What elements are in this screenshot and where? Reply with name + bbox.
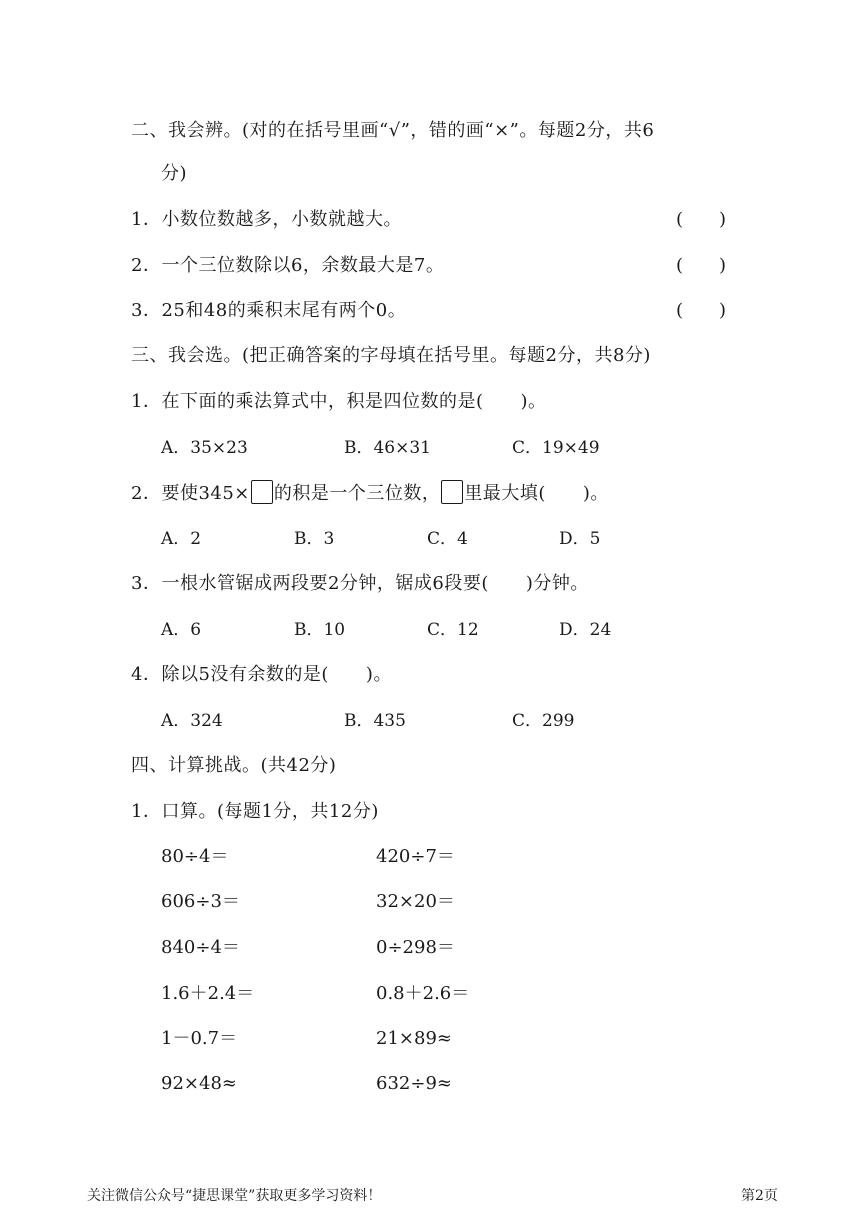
- option-3-4-a: A．324: [161, 711, 223, 731]
- option-3-4-c: C．299: [512, 711, 575, 731]
- question-3-3: 3．一根水管锯成两段要2分钟，锯成6段要( )分钟。: [131, 573, 589, 594]
- question-2-2: 2．一个三位数除以6，余数最大是7。: [131, 255, 445, 276]
- question-3-2: [131, 480, 609, 507]
- footer-promo: 关注微信公众号“捷思课堂”获取更多学习资料！: [87, 1188, 382, 1204]
- question-3-2-part3: 里最大填( )。: [464, 483, 609, 504]
- calc-item: 420÷7＝: [376, 846, 455, 867]
- section3-title: 三、我会选。(把正确答案的字母填在括号里。每题2分，共8分): [131, 345, 651, 366]
- option-3-1-c: C．19×49: [512, 438, 600, 458]
- question-2-3: 3．25和48的乘积末尾有两个0。: [131, 300, 407, 321]
- blank-box: [251, 480, 273, 504]
- calc-item: 0.8＋2.6＝: [376, 983, 470, 1004]
- question-2-1: 1．小数位数越多，小数就越大。: [131, 209, 402, 230]
- section4-sub1: 1．口算。(每题1分，共12分): [131, 801, 379, 822]
- section2-title-cont: 分): [161, 163, 188, 184]
- option-3-4-b: B．435: [344, 711, 406, 731]
- option-3-3-d: D．24: [559, 620, 612, 640]
- question-3-2-part2: 的积是一个三位数，: [273, 483, 441, 504]
- option-3-2-a: A．2: [161, 529, 202, 549]
- calc-item: 92×48≈: [161, 1073, 237, 1094]
- option-3-2-c: C．4: [427, 529, 468, 549]
- option-3-1-b: B．46×31: [344, 438, 432, 458]
- question-3-2-part1: 2．要使345×: [131, 483, 250, 504]
- calc-item: 1－0.7＝: [161, 1028, 238, 1049]
- calc-item: 1.6＋2.4＝: [161, 983, 255, 1004]
- answer-blank-2-2[interactable]: ( ): [676, 255, 727, 276]
- calc-item: 21×89≈: [376, 1028, 452, 1049]
- blank-box: [441, 480, 463, 504]
- option-3-3-c: C．12: [427, 620, 479, 640]
- answer-blank-2-1[interactable]: ( ): [676, 209, 727, 230]
- section2-title: 二、我会辨。(对的在括号里画“√”，错的画“×”。每题2分，共6: [131, 120, 655, 141]
- answer-blank-2-3[interactable]: ( ): [676, 300, 727, 321]
- calc-item: 32×20＝: [376, 891, 455, 912]
- calc-item: 0÷298＝: [376, 937, 455, 958]
- calc-item: 80÷4＝: [161, 846, 229, 867]
- calc-item: 840÷4＝: [161, 937, 240, 958]
- option-3-2-b: B．3: [294, 529, 335, 549]
- calc-item: 606÷3＝: [161, 891, 240, 912]
- calc-item: 632÷9≈: [376, 1073, 452, 1094]
- section4-title: 四、计算挑战。(共42分): [131, 755, 337, 776]
- option-3-1-a: A．35×23: [161, 438, 248, 458]
- option-3-2-d: D．5: [559, 529, 601, 549]
- question-3-4: 4．除以5没有余数的是( )。: [131, 664, 392, 685]
- option-3-3-b: B．10: [294, 620, 346, 640]
- question-3-1: 1．在下面的乘法算式中，积是四位数的是( )。: [131, 391, 547, 412]
- page-number: 第2页: [741, 1188, 778, 1204]
- option-3-3-a: A．6: [161, 620, 202, 640]
